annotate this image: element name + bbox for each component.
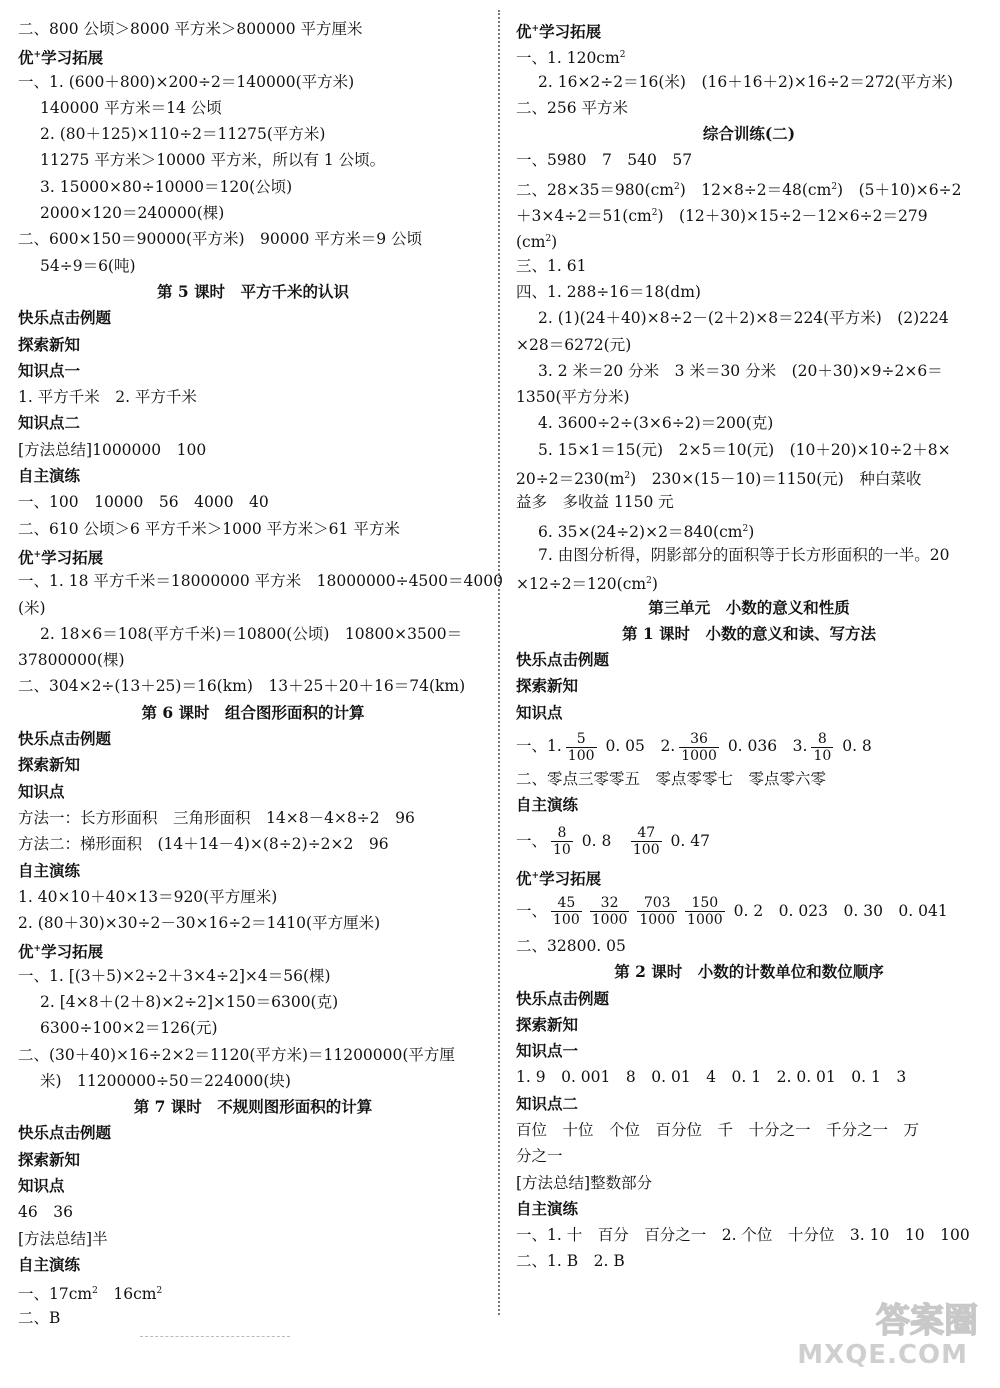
answer-line: 四、1. 288÷16＝18(dm) <box>516 282 701 301</box>
answer-line: 2. 18×6＝108(平方千米)＝10800(公顷) 10800×3500＝ <box>40 624 463 643</box>
footer-rule <box>140 1336 290 1338</box>
answer-line: 3. 15000×80÷10000＝120(公顷) <box>40 177 293 196</box>
subheading: 优+学习拓展 <box>18 942 104 962</box>
answer-line: 54÷9＝6(吨) <box>40 256 136 275</box>
answer-line: 1. 平方千米 2. 平方千米 <box>18 388 197 407</box>
answer-line: $20\div 2=230(m^2)$ 230×(15－10)＝1150(元) 种白菜收 <box>516 470 922 489</box>
answer-line: 二、$28\times 35=980(cm^2)$ $12\times 8\div 2=48(cm^2)$ (5＋10)×6÷2 <box>516 180 962 199</box>
right-column <box>516 16 982 1275</box>
subheading: 知识点一 <box>516 1041 579 1061</box>
answer-line: $\times 12\div 2=120(cm^2)$ <box>516 575 658 594</box>
answer-line: (米) <box>18 598 46 617</box>
subheading: 知识点二 <box>18 413 81 433</box>
answer-line: 46 36 <box>18 1203 73 1222</box>
answer-line: $(cm^2)$ <box>516 233 558 252</box>
fraction: $\frac{8}{10}$ <box>553 825 571 859</box>
fraction-answer-line: 一、 $\frac{8}{10}$ 0. 8 $\frac{47}{100}$ 0. 47 <box>516 825 710 859</box>
answer-line: 6. $35\times(24\div 2)\times 2=840(cm^2)$ <box>538 522 755 541</box>
answer-line: 方法二：梯形面积 (14＋14－4)×(8÷2)÷2×2 96 <box>18 835 389 854</box>
subheading: 优+学习拓展 <box>18 547 104 567</box>
answer-line: 2. 16×2÷2＝16(米) (16＋16＋2)×16÷2＝272(平方米) <box>538 72 954 91</box>
answer-line: 一、100 10000 56 4000 40 <box>18 493 269 512</box>
section-heading: 综合训练(二) <box>702 124 796 144</box>
answer-line: 米) 11200000÷50＝224000(块) <box>40 1071 291 1090</box>
fraction: $\frac{45}{100}$ <box>553 895 580 929</box>
section-heading: 第 7 课时 不规则图形面积的计算 <box>133 1097 373 1117</box>
subheading: 知识点 <box>516 702 563 722</box>
answer-line: 二、256 平方米 <box>516 98 629 117</box>
answer-line: 分之一 <box>516 1147 563 1166</box>
answer-line: 2. (80＋125)×110÷2＝11275(平方米) <box>40 125 326 144</box>
fraction: $\frac{8}{10}$ <box>813 730 832 764</box>
answer-line: 一、$17cm^2$ $16cm^2$ <box>18 1285 163 1304</box>
subheading: 自主演练 <box>516 1198 579 1218</box>
answer-line: 5. 15×1＝15(元) 2×5＝10(元) (10＋20)×10÷2＋8× <box>538 440 951 459</box>
answer-line: 三、1. 61 <box>516 256 587 275</box>
subheading: 探索新知 <box>18 334 81 354</box>
subheading: 快乐点击例题 <box>18 1123 112 1143</box>
section-heading: 第 6 课时 组合图形面积的计算 <box>141 702 365 722</box>
answer-line: 一、5980 7 540 57 <box>516 151 693 170</box>
answer-line: 3. 2 米＝20 分米 3 米＝30 分米 (20＋30)×9÷2×6＝ <box>538 361 943 380</box>
answer-line: 7. 由图分析得，阴影部分的面积等于长方形面积的一半。20 <box>538 545 950 564</box>
subheading: 快乐点击例题 <box>18 308 112 328</box>
subheading: 自主演练 <box>18 860 81 880</box>
answer-line: 二、600×150＝90000(平方米) 90000 平方米＝9 公顷 <box>18 230 423 249</box>
subheading: 探索新知 <box>18 1149 81 1169</box>
answer-line: 二、1. B 2. B <box>516 1252 625 1271</box>
answer-line: 百位 十位 个位 百分位 千 十分之一 千分之一 万 <box>516 1120 920 1139</box>
answer-line: [方法总结]1000000 100 <box>18 440 207 459</box>
fraction: $\frac{36}{1000}$ <box>681 730 717 764</box>
subheading: 优+学习拓展 <box>516 868 602 888</box>
section-heading: 第 5 课时 平方千米的认识 <box>156 281 350 301</box>
answer-line: 1. 40×10＋40×13＝920(平方厘米) <box>18 887 278 906</box>
fraction-answer-line: 一、 $\frac{45}{100}$ $\frac{32}{1000}$ $\frac{703}{1000}$ $\frac{150}{1000}$ 0. 2 0. 023 0. 30 0. 041 <box>516 895 948 929</box>
answer-line: ×28＝6272(元) <box>516 335 632 354</box>
answer-line: 2. (80＋30)×30÷2－30×16÷2＝1410(平方厘米) <box>18 914 381 933</box>
subheading: 快乐点击例题 <box>18 729 112 749</box>
fraction-answer-line: 一、1. $\frac{5}{100}$ 0. 05 2. $\frac{36}{1000}$ 0. 036 3. $\frac{8}{10}$ 0. 8 <box>516 730 872 764</box>
answer-line: 一、1. [(3＋5)×2÷2＋3×4÷2]×4＝56(棵) <box>18 966 331 985</box>
watermark-logo <box>790 1296 980 1340</box>
answer-line: 二、(30＋40)×16÷2×2＝1120(平方米)＝11200000(平方厘 <box>18 1045 455 1064</box>
watermark <box>788 1302 988 1380</box>
answer-line: 二、32800. 05 <box>516 936 626 955</box>
answer-line: 一、1. (600＋800)×200÷2＝140000(平方米) <box>18 72 355 91</box>
answer-line: 1. 9 0. 001 8 0. 01 4 0. 1 2. 0. 01 0. 1 3 <box>516 1068 907 1087</box>
subheading: 优+学习拓展 <box>516 22 602 41</box>
answer-line: 二、800 公顷＞8000 平方米＞800000 平方厘米 <box>18 20 363 38</box>
svg-text:答案圈: 答案圈 <box>876 1301 978 1340</box>
fraction: $\frac{703}{1000}$ <box>639 895 676 929</box>
answer-line: 2000×120＝240000(棵) <box>40 204 225 223</box>
answer-line: 一、1. 十 百分 百分之一 2. 个位 十分位 3. 10 10 100 <box>516 1226 970 1245</box>
subheading: 探索新知 <box>516 1014 579 1034</box>
section-heading: 第三单元 小数的意义和性质 <box>648 597 850 617</box>
answer-line: 二、B <box>18 1308 61 1327</box>
subheading: 自主演练 <box>516 795 579 815</box>
subheading: 知识点 <box>18 781 65 801</box>
answer-line: 一、1. $120cm^2$ <box>516 49 626 68</box>
section-heading: 第 1 课时 小数的意义和读、写方法 <box>621 623 877 643</box>
fraction: $\frac{5}{100}$ <box>567 730 595 764</box>
answer-line: 37800000(棵) <box>18 651 125 670</box>
answer-line: 140000 平方米＝14 公顷 <box>40 98 222 117</box>
subheading: 知识点二 <box>516 1093 579 1113</box>
fraction: $\frac{150}{1000}$ <box>687 895 723 929</box>
answer-line: 2. [4×8＋(2＋8)×2÷2]×150＝6300(克) <box>40 992 339 1011</box>
answer-line: 1350(平方分米) <box>516 388 630 407</box>
subheading: 自主演练 <box>18 466 81 486</box>
answer-line: 2. (1)(24＋40)×8÷2－(2＋2)×8＝224(平方米) (2)224 <box>538 309 949 328</box>
answer-line: 11275 平方米＞10000 平方米，所以有 1 公顷。 <box>40 151 386 170</box>
answer-line: 4. 3600÷2÷(3×6÷2)＝200(克) <box>538 414 774 433</box>
subheading: 自主演练 <box>18 1254 81 1274</box>
fraction: $\frac{32}{1000}$ <box>591 895 628 929</box>
answer-line: 益多 多收益 1150 元 <box>516 493 674 512</box>
section-heading: 第 2 课时 小数的计数单位和数位顺序 <box>614 962 884 982</box>
answer-line: 一、1. 18 平方千米＝18000000 平方米 18000000÷4500＝4000 <box>18 572 503 591</box>
answer-line: 二、610 公顷＞6 平方千米＞1000 平方米＞61 平方米 <box>18 519 400 538</box>
answer-line: [方法总结]半 <box>18 1229 108 1248</box>
answer-line: 二、零点三零零五 零点零零七 零点零六零 <box>516 770 827 789</box>
answer-line: 方法一：长方形面积 三角形面积 14×8－4×8÷2 96 <box>18 808 415 827</box>
answer-line: 6300÷100×2＝126(元) <box>40 1019 218 1038</box>
subheading: 知识点一 <box>18 360 81 380</box>
answer-line: [方法总结]整数部分 <box>516 1173 653 1192</box>
left-column <box>18 16 503 1331</box>
subheading: 探索新知 <box>516 676 579 696</box>
subheading: 快乐点击例题 <box>516 650 610 670</box>
subheading: 优+学习拓展 <box>18 48 104 68</box>
answer-line: $+3\times 4\div 2=51(cm^2)$ (12＋30)×15÷2－12×6÷2＝279 <box>516 207 928 226</box>
subheading: 知识点 <box>18 1176 65 1196</box>
subheading: 快乐点击例题 <box>516 988 610 1008</box>
watermark-text: MXQE.COM <box>797 1340 968 1370</box>
fraction: $\frac{47}{100}$ <box>632 825 660 859</box>
column-divider <box>498 10 500 1315</box>
answer-line: 二、304×2÷(13＋25)＝16(km) 13＋25＋20＋16＝74(km) <box>18 677 466 696</box>
subheading: 探索新知 <box>18 755 81 775</box>
